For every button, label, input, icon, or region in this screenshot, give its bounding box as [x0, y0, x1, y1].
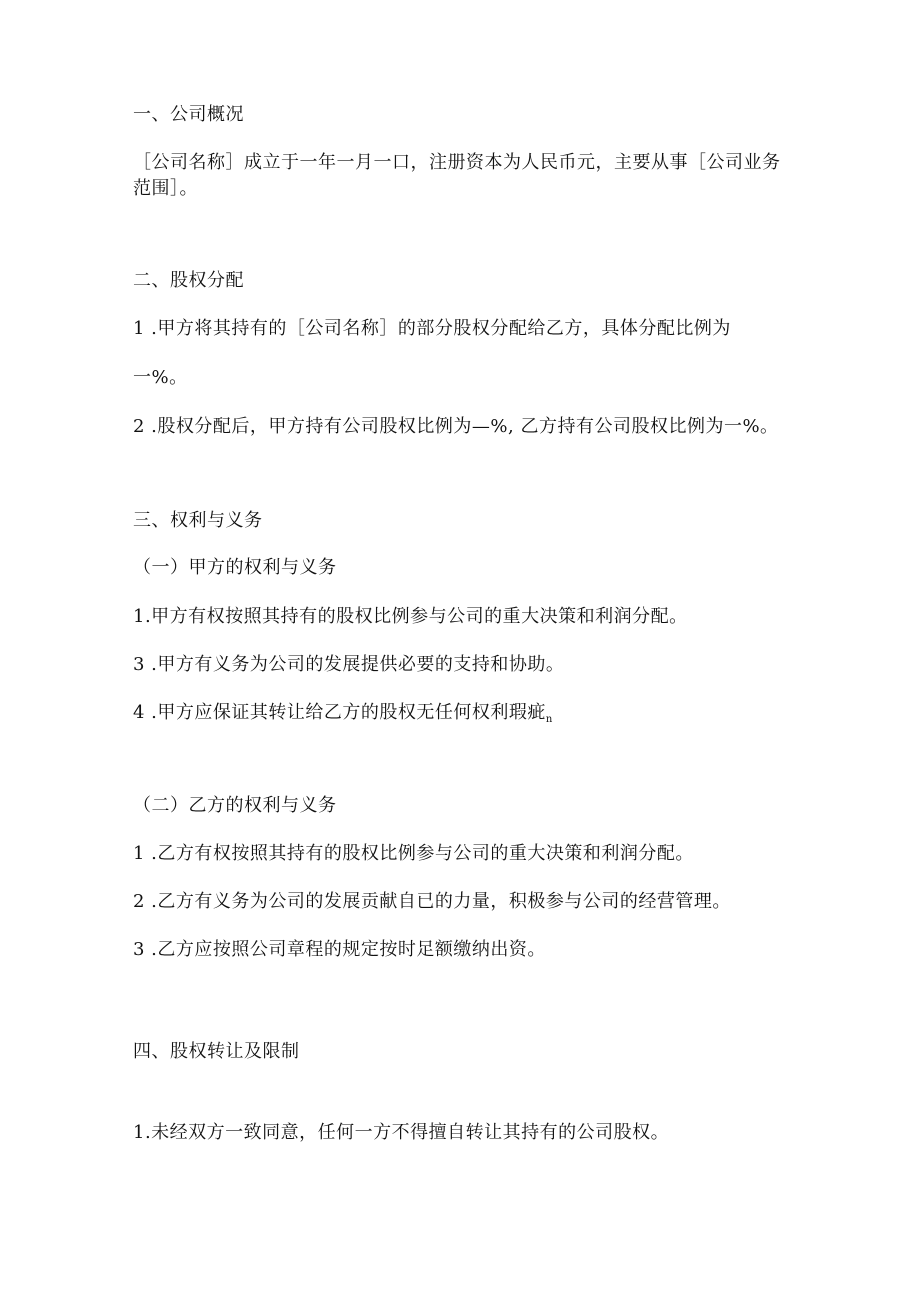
party-a-heading: （一）甲方的权利与义务: [133, 557, 337, 578]
section2-item2: 2 .股权分配后，甲方持有公司股权比例为—%, 乙方持有公司股权比例为一%。: [133, 416, 779, 437]
section1-paragraph-line1: ［公司名称］成立于一年一月一口，注册资本为人民币元，主要从事［公司业务: [133, 152, 781, 173]
section3-heading: 三、权利与义务: [133, 510, 263, 531]
party-a-item2: 3 .甲方有义务为公司的发展提供必要的支持和协助。: [133, 654, 565, 675]
section2-item1-line2: 一%。: [133, 367, 188, 388]
party-b-item1: 1 .乙方有权按照其持有的股权比例参与公司的重大决策和利润分配。: [133, 843, 694, 864]
party-a-item3-suffix: n: [545, 714, 553, 725]
party-b-item3: 3 .乙方应按照公司章程的规定按时足额缴纳出资。: [133, 939, 546, 960]
party-a-item3-text: 4 .甲方应保证其转让给乙方的股权无任何权利瑕疵: [133, 702, 546, 723]
party-b-heading: （二）乙方的权利与义务: [133, 795, 337, 816]
section4-heading: 四、股权转让及限制: [133, 1041, 300, 1062]
party-a-item1: 1.甲方有权按照其持有的股权比例参与公司的重大决策和利润分配。: [133, 606, 688, 627]
section1-heading: 一、公司概况: [133, 104, 244, 125]
section1-paragraph-line2: 范围］。: [133, 178, 198, 199]
section4-item1: 1.未经双方一致同意，任何一方不得擅自转让其持有的公司股权。: [133, 1122, 670, 1143]
party-a-item3: [133, 701, 552, 732]
section2-item1-line1: 1 .甲方将其持有的［公司名称］的部分股权分配给乙方，具体分配比例为: [133, 318, 731, 339]
party-b-item2: 2 .乙方有义务为公司的发展贡献自已的力量，积极参与公司的经营管理。: [133, 891, 731, 912]
section2-heading: 二、股权分配: [133, 270, 244, 291]
